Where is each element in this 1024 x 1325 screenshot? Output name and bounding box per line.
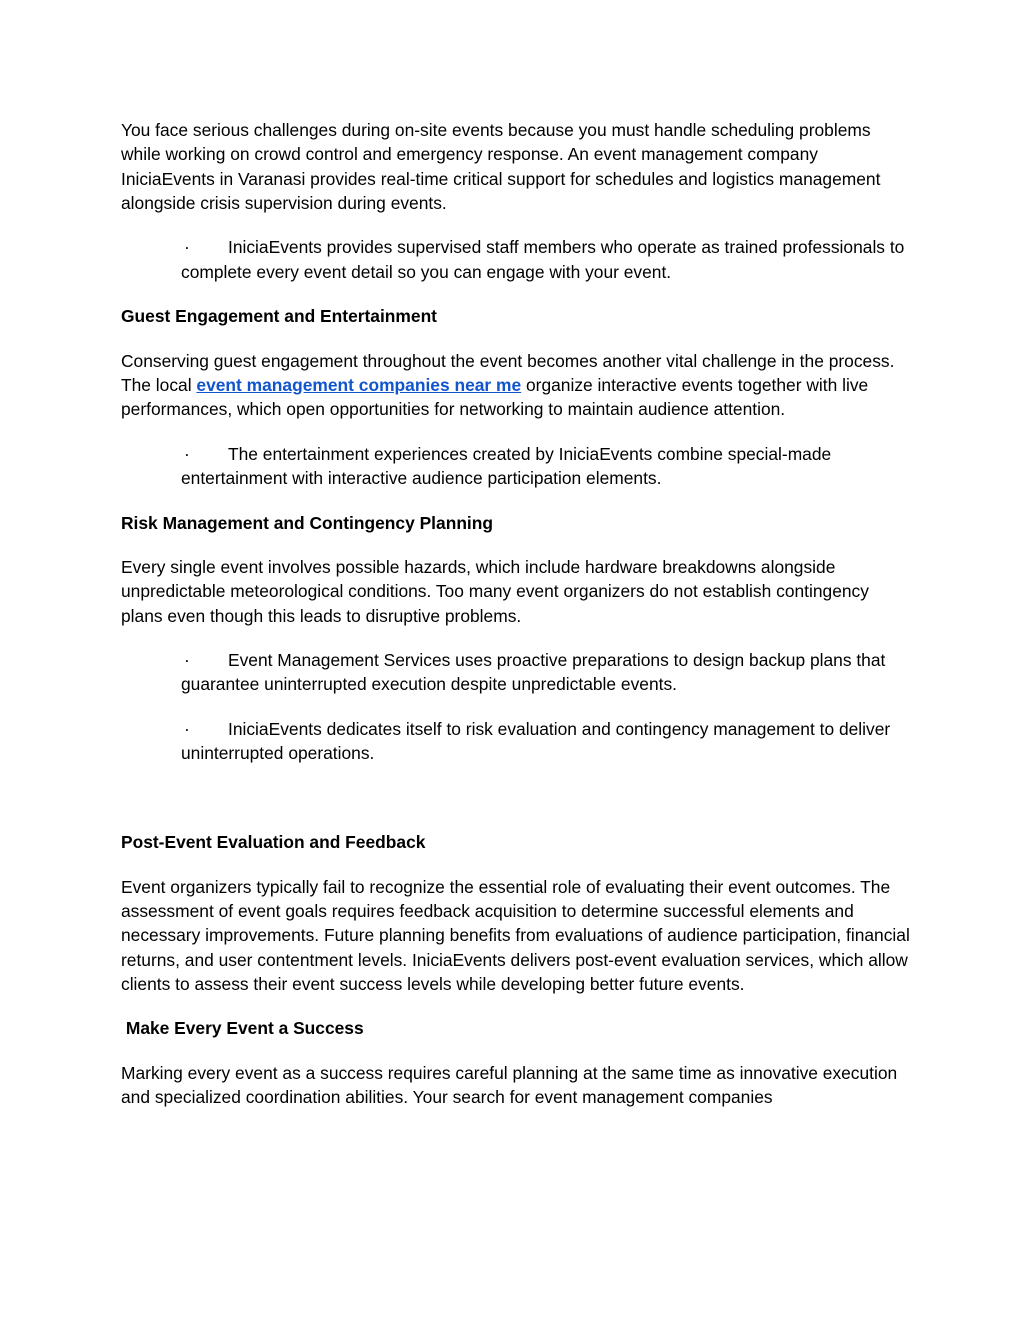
risk-management-heading: Risk Management and Contingency Planning [121, 512, 494, 533]
bullet-text: IniciaEvents provides supervised staff members who operate as trained professionals to complete every event detail so you can engage with your event. [181, 237, 905, 282]
risk-bullet-item [181, 717, 911, 766]
post-event-heading: Post-Event Evaluation and Feedback [121, 832, 426, 853]
success-paragraph: Marking every event as a success requires careful planning at the same time as innovative execution and specialized coordination abilities. Your search for event management companies [121, 1062, 898, 1108]
guest-engagement-paragraph [121, 349, 911, 422]
guest-bullet-item [181, 442, 911, 491]
bullet-text: Event Management Services uses proactive preparations to design backup plans that guarantee uninterrupted execution despite unpredictable events. [181, 650, 886, 695]
intro-bullet-item [181, 235, 911, 284]
intro-paragraph: You face serious challenges during on-site events because you must handle scheduling problems while working on crowd control and emergency response. An event management company IniciaEvents in Varanasi provides real-time critical support for schedules and logistics management alongside crisis supervision during events. [121, 120, 881, 213]
event-management-companies-link[interactable]: event management companies near me [196, 374, 522, 395]
post-event-paragraph: Event organizers typically fail to recognize the essential role of evaluating their event outcomes. The assessment of event goals requires feedback acquisition to determine successful elements and necessary improvements. Future planning benefits from evaluations of audience participation, financial returns, and user contentment levels. IniciaEvents delivers post-event evaluation services, which allow clients to assess their event success levels while developing better future events. [121, 876, 910, 994]
bullet-dot-icon: · [184, 718, 190, 739]
bullet-text: IniciaEvents dedicates itself to risk evaluation and contingency management to deliver uninterrupted operations. [181, 718, 891, 764]
guest-engagement-heading: Guest Engagement and Entertainment [121, 306, 437, 327]
success-heading-text: Make Every Event a Success [121, 1018, 364, 1039]
risk-bullet-item [181, 648, 911, 697]
document-page [121, 118, 911, 1130]
bullet-dot-icon: · [184, 650, 190, 671]
guest-text-after-link: organize interactive events together with live performances, which open opportunities for networking to maintain audience attention. [121, 374, 869, 420]
bullet-text: The entertainment experiences created by IniciaEvents combine special-made entertainment with interactive audience participation elements. [181, 443, 832, 489]
success-heading [121, 1016, 911, 1040]
blank-line [121, 786, 911, 831]
risk-management-paragraph: Every single event involves possible hazards, which include hardware breakdowns alongside unpredictable meteorological conditions. Too many event organizers do not establish contingency plans even though this leads to disruptive problems. [121, 556, 869, 626]
bullet-dot-icon: · [184, 443, 190, 464]
guest-text-before-link: Conserving guest engagement throughout the event becomes another vital challenge in the process. The local [121, 350, 895, 395]
bullet-dot-icon: · [184, 237, 190, 258]
